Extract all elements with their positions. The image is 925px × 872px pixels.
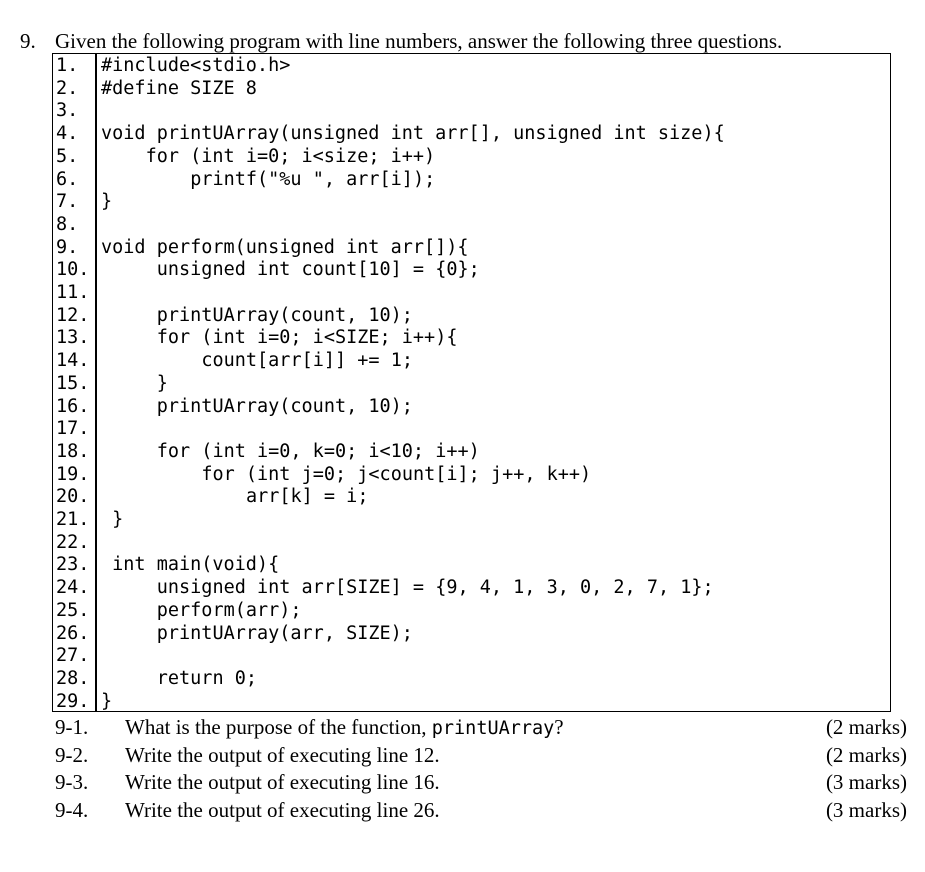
code-line [53, 100, 883, 123]
code-text: } [101, 191, 113, 213]
question-header [20, 28, 900, 54]
code-text: return 0; [156, 667, 257, 689]
code-text: } [156, 372, 168, 394]
subquestion-text-main: Write the output of executing line 12. [125, 742, 440, 767]
code-line [53, 691, 883, 714]
line-number: 5. [56, 145, 79, 167]
question-text: Given the following program with line numbers, answer the following three questions. [55, 29, 783, 53]
code-text: perform(arr); [156, 599, 302, 621]
subquestion-marks: (3 marks) [825, 797, 907, 822]
line-number: 16. [56, 395, 90, 417]
code-line [53, 237, 883, 260]
code-line [53, 396, 883, 419]
code-text: printUArray(count, 10); [156, 395, 413, 417]
code-text: #include<stdio.h> [101, 55, 291, 76]
code-text: void printUArray(unsigned int arr[], unsigned int size){ [101, 123, 725, 145]
code-line [53, 509, 883, 532]
subquestion-text [125, 742, 440, 768]
code-line [53, 577, 883, 600]
subquestion [55, 714, 907, 740]
line-number: 19. [56, 463, 90, 485]
code-line [53, 259, 883, 282]
line-number: 29. [56, 690, 90, 712]
line-number: 4. [56, 123, 79, 145]
code-line [53, 441, 883, 464]
code-text: for (int j=0; j<count[i]; j++, k++) [201, 463, 592, 485]
subquestion [55, 742, 907, 768]
line-number: 2. [56, 77, 79, 99]
line-number: 26. [56, 622, 90, 644]
line-number: 8. [56, 213, 79, 235]
code-line [53, 645, 883, 668]
line-number: 10. [56, 259, 90, 281]
subquestion-text-main: What is the purpose of the function, [125, 715, 432, 739]
code-line [53, 668, 883, 691]
code-line [53, 123, 883, 146]
question-number: 9. [20, 29, 36, 53]
line-number: 24. [56, 577, 90, 599]
subquestion-number: 9-3. [55, 770, 89, 794]
line-number: 20. [56, 486, 90, 508]
line-number: 22. [56, 531, 90, 553]
code-line [53, 78, 883, 101]
line-number: 7. [56, 191, 79, 213]
code-line [53, 169, 883, 192]
code-text: printf("%u ", arr[i]); [190, 168, 436, 190]
line-number: 17. [56, 418, 90, 440]
code-text: int main(void){ [112, 554, 280, 576]
code-listing-box [52, 53, 891, 712]
line-number: 14. [56, 350, 90, 372]
line-number: 3. [56, 100, 79, 122]
code-line [53, 554, 883, 577]
line-number: 1. [56, 55, 79, 76]
inline-code: printUArray [431, 718, 555, 739]
code-line [53, 350, 883, 373]
subquestion-marks: (3 marks) [825, 770, 907, 794]
code-text: #define SIZE 8 [101, 77, 257, 99]
code-text: void perform(unsigned int arr[]){ [101, 236, 469, 258]
line-number: 23. [56, 554, 90, 576]
line-number: 21. [56, 509, 90, 530]
code-text: } [112, 509, 124, 530]
code-line [53, 464, 883, 487]
subquestion-text [125, 769, 440, 795]
code-line [53, 600, 883, 623]
code-line [53, 305, 883, 328]
code-line [53, 623, 883, 646]
subquestion-text-main: Write the output of executing line 26. [125, 797, 440, 822]
subquestion-text-after: ? [554, 715, 564, 739]
subquestion [55, 797, 907, 823]
code-line [53, 327, 883, 350]
subquestion-text [125, 797, 440, 823]
code-text: count[arr[i]] += 1; [201, 350, 413, 372]
code-line [53, 418, 883, 441]
code-text: printUArray(count, 10); [156, 304, 413, 326]
subquestion-marks: (2 marks) [825, 715, 907, 739]
code-text: for (int i=0; i<SIZE; i++){ [156, 327, 458, 349]
code-line [53, 146, 883, 169]
code-line [53, 373, 883, 396]
subquestion-number: 9-4. [55, 797, 89, 822]
line-number: 6. [56, 168, 79, 190]
code-line [53, 282, 883, 305]
code-line [53, 486, 883, 509]
subquestion-text-main: Write the output of executing line 16. [125, 770, 440, 794]
code-line [53, 532, 883, 555]
code-text: unsigned int arr[SIZE] = {9, 4, 1, 3, 0, 2, 7, 1}; [156, 577, 714, 599]
line-number: 18. [56, 440, 90, 462]
subquestion-text [125, 714, 564, 742]
code-text: unsigned int count[10] = {0}; [156, 259, 480, 281]
line-number: 11. [56, 282, 90, 303]
line-number: 12. [56, 304, 90, 326]
code-line [53, 214, 883, 237]
subquestion-marks: (2 marks) [825, 742, 907, 767]
subquestion-number: 9-1. [55, 715, 89, 739]
code-text: for (int i=0, k=0; i<10; i++) [156, 440, 480, 462]
line-number: 15. [56, 372, 90, 394]
line-number: 27. [56, 645, 90, 667]
subquestion-number: 9-2. [55, 742, 89, 767]
line-number: 28. [56, 667, 90, 689]
code-line [53, 191, 883, 214]
code-text: printUArray(arr, SIZE); [156, 622, 413, 644]
code-text: } [101, 690, 113, 712]
code-text: arr[k] = i; [245, 486, 369, 508]
line-number: 25. [56, 599, 90, 621]
code-text: for (int i=0; i<size; i++) [145, 145, 436, 167]
line-number: 13. [56, 327, 90, 349]
subquestion [55, 769, 907, 795]
line-number: 9. [56, 236, 79, 258]
code-line [53, 55, 883, 78]
